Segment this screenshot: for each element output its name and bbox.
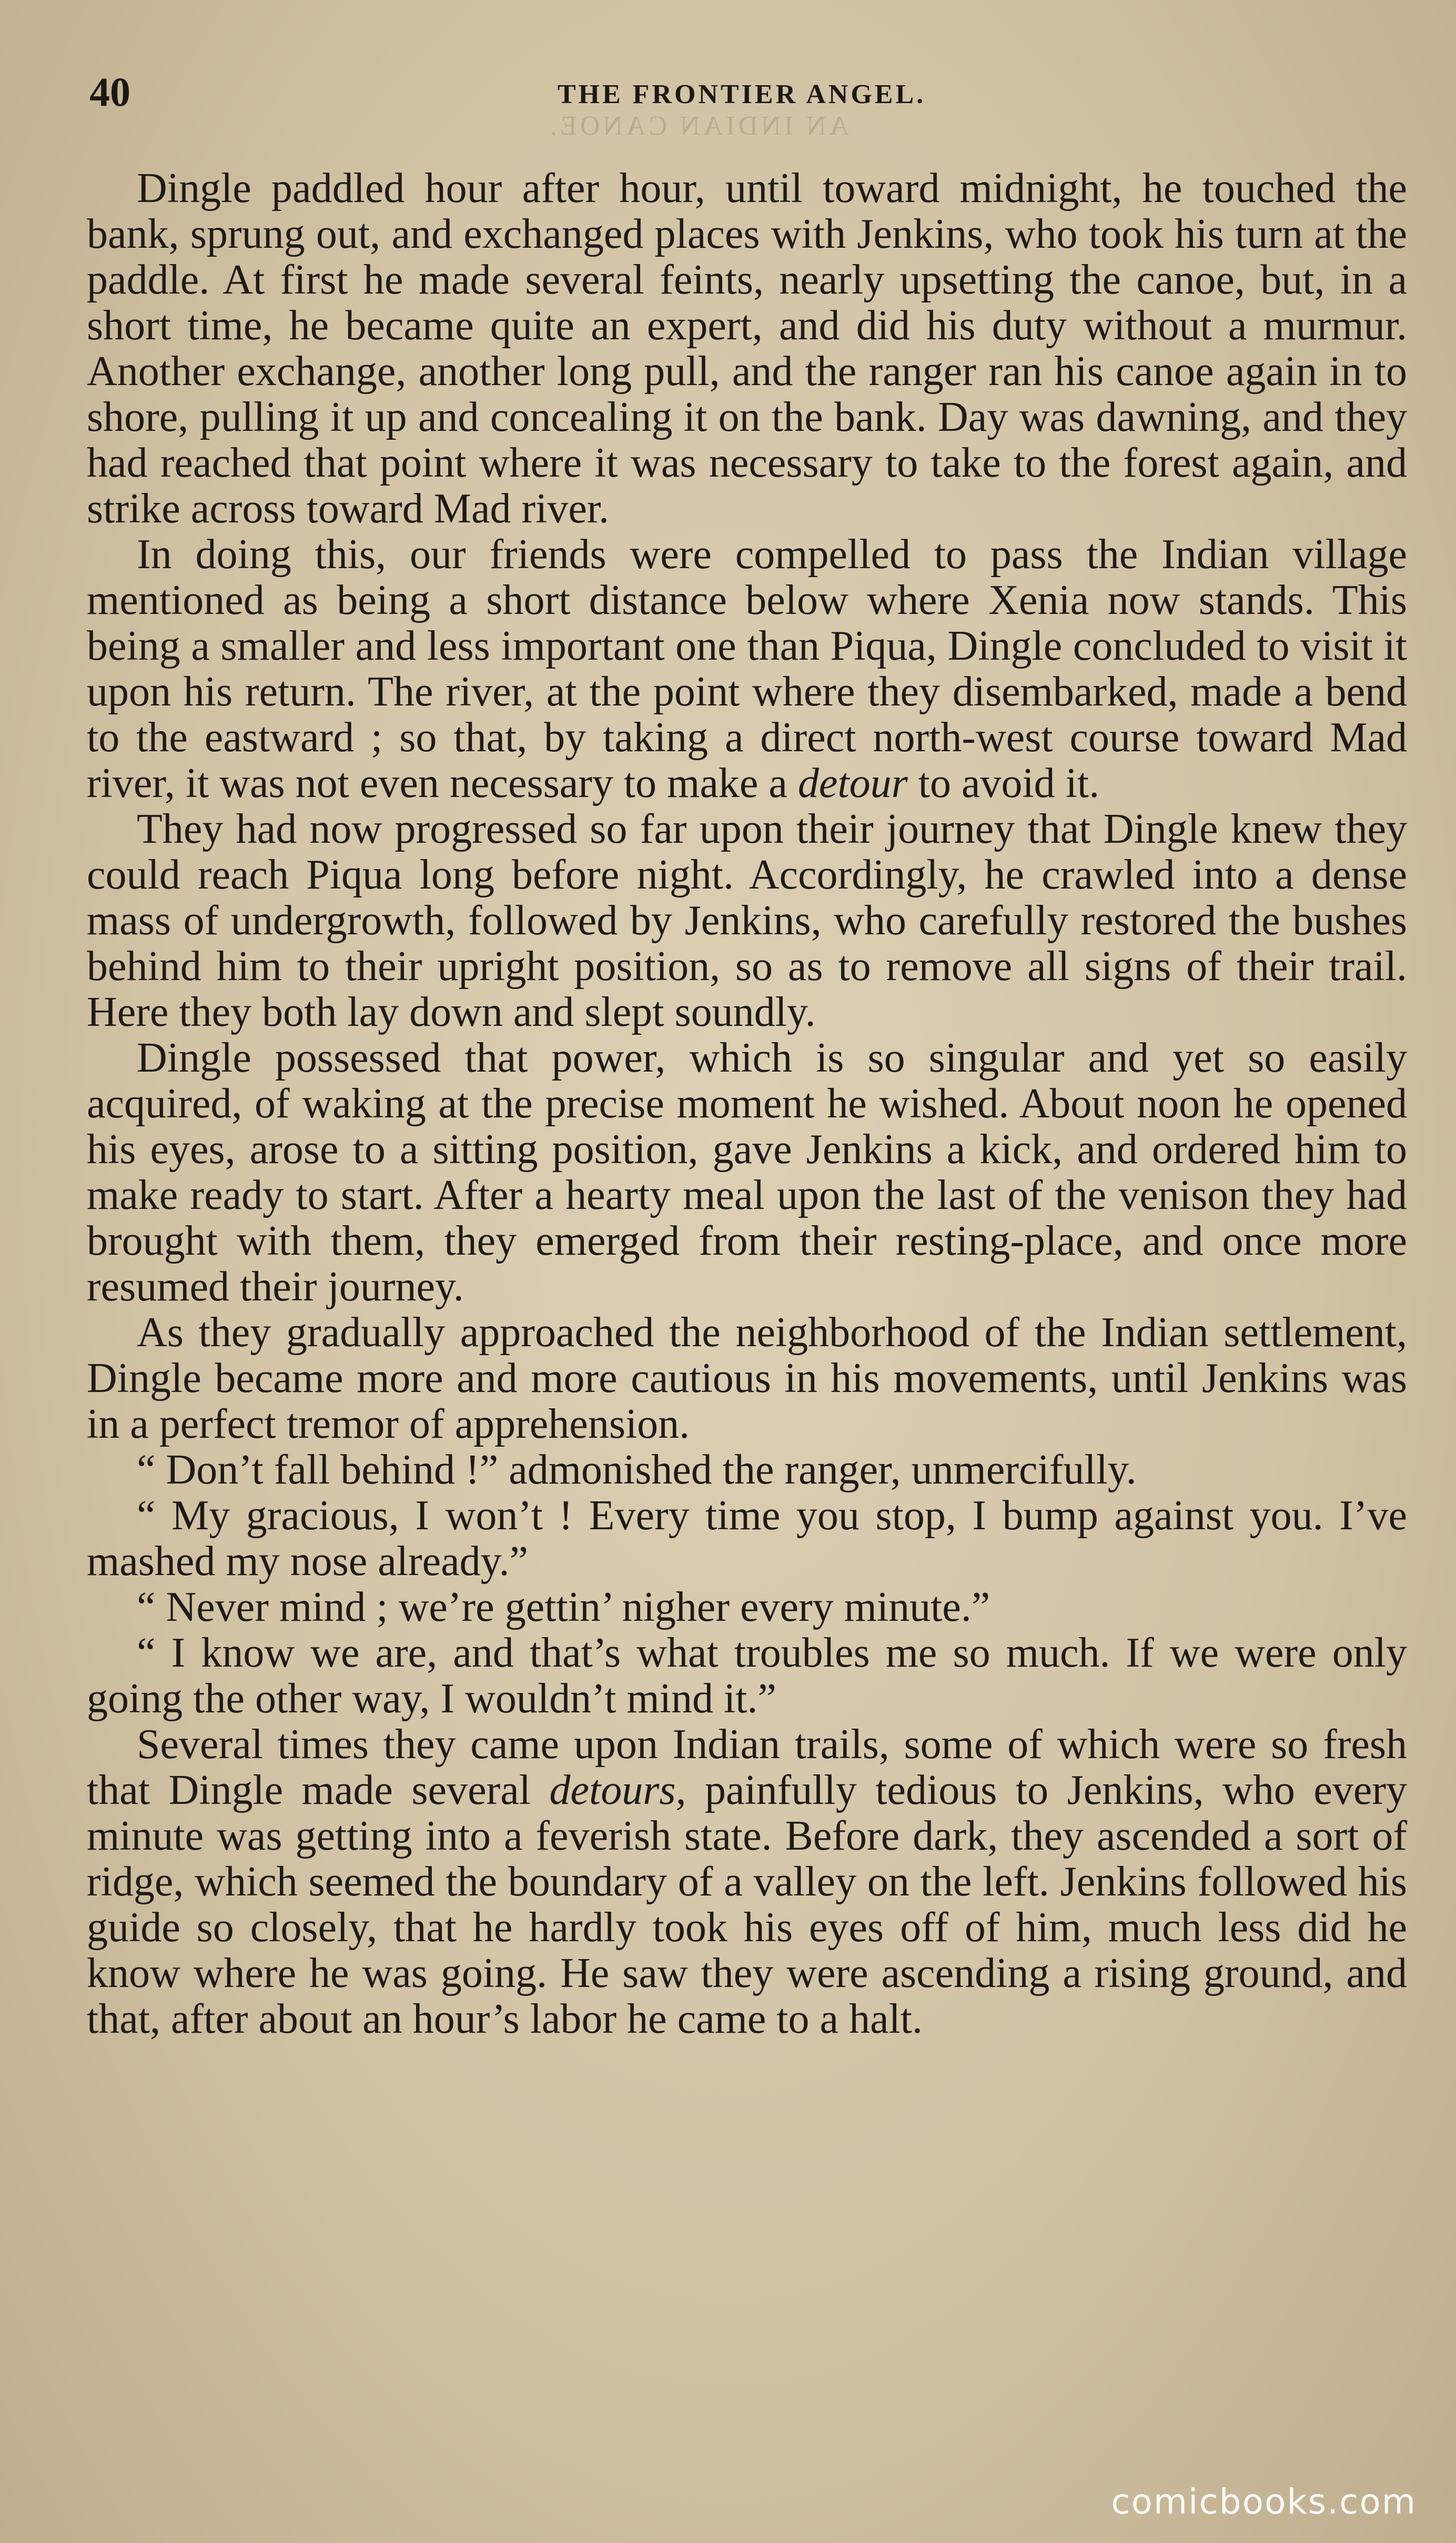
paragraph-1: Dingle paddled hour after hour, until toward midnight, he touched the bank, sprung out, and exchanged places with Jenkins, who took his turn at the paddle. At first he made several feints, nearly upsetting the canoe, but, in a short time, he became quite an expert, and did his duty without a murmur. Another exchange, another long pull, and the ranger ran his canoe again in to shore, pulling it up and concealing it on the bank. Day was dawning, and they had reached that point where it was necessary to take to the forest again, and strike across toward Mad river. bbox=[87, 165, 1407, 532]
paragraph-2 bbox=[87, 532, 1407, 806]
watermark: comicbooks.com bbox=[1111, 2481, 1417, 2522]
paragraph-6: “ Don’t fall behind !” admonished the ranger, unmercifully. bbox=[137, 1447, 1137, 1493]
body-text bbox=[87, 166, 1407, 2042]
paragraph-9: “ I know we are, and that’s what troubles me so much. If we were only going the other way, I wouldn’t mind it.” bbox=[87, 1630, 1407, 1722]
page-header bbox=[79, 63, 1404, 116]
paragraph-4: Dingle possessed that power, which is so singular and yet so easily acquired, of waking at the precise moment he wished. About noon he opened his eyes, arose to a sitting position, gave Jenkins a kick, and ordered him to make ready to start. After a hearty meal upon the last of the venison they had brought with them, they emerged from their resting-place, and once more resumed their journey. bbox=[87, 1035, 1407, 1310]
paragraph-7: “ My gracious, I won’t ! Every time you stop, I bump against you. I’ve mashed my nose already.” bbox=[87, 1492, 1407, 1585]
paragraph-10-end: painfully tedious to Jenkins, who every minute was getting into a feverish state. Before dark, they ascended a sort of ridge, which seemed the boundary of a valley on the left. Jenkins followed his guide so closely, that he hardly took his eyes off of him, much less did he know where he was going. He saw they were ascending a rising ground, and that, after about an hour’s labor he came to a halt. bbox=[87, 1767, 1408, 2042]
paragraph-8: “ Never mind ; we’re gettin’ nigher every minute.” bbox=[137, 1584, 990, 1630]
paragraph-2-text: In doing this, our friends were compelled to pass the Indian village mentioned as being a short distance below where Xenia now stands. This being a smaller and less important one than Piqua, Dingle concluded to visit it upon his return. The river, at the point where they disembarked, made a bend to the eastward ; so that, by taking a direct north-west course toward Mad river, it was not even necessary to make a bbox=[87, 531, 1407, 806]
paragraph-5: As they gradually approached the neighborhood of the Indian settlement, Dingle became more and more cautious in his movements, until Jenkins was in a perfect tremor of apprehension. bbox=[87, 1309, 1407, 1447]
paragraph-10 bbox=[87, 1722, 1407, 2042]
running-head: THE FRONTIER ANGEL. bbox=[557, 79, 926, 109]
paragraph-2-italic: detour bbox=[797, 760, 908, 806]
show-through-heading: AN INDIAN CANOE. bbox=[547, 111, 850, 141]
paragraph-10-italic: detours, bbox=[549, 1767, 686, 1813]
paragraph-10-text: Several times they came upon Indian trails, some of which were so fresh that Dingle made several bbox=[87, 1721, 1407, 1813]
paragraph-3: They had now progressed so far upon their journey that Dingle knew they could reach Piqua long before night. Accordingly, he crawled into a dense mass of undergrowth, followed by Jenkins, who carefully restored the bushes behind him to their upright position, so as to remove all signs of their trail. Here they both lay down and slept soundly. bbox=[87, 806, 1407, 1035]
paragraph-2-end: to avoid it. bbox=[907, 760, 1100, 806]
page-number: 40 bbox=[89, 69, 130, 115]
